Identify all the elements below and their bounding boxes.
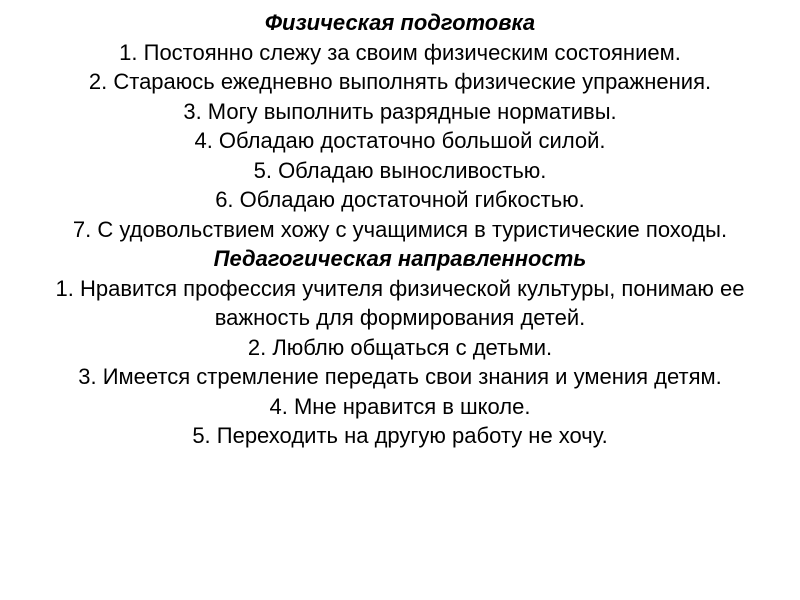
list-item: 5. Обладаю выносливостью.: [253, 157, 547, 183]
list-item: 3. Имеется стремление передать свои знания и умения детям.: [78, 364, 722, 389]
list-item: 7. С удовольствием хожу с учащимися в туристические походы.: [72, 216, 728, 242]
section-title-pedagogical-orientation: Педагогическая направленность: [213, 246, 587, 271]
list-item: 4. Обладаю достаточно большой силой.: [194, 128, 606, 153]
list-item: 5. Переходить на другую работу не хочу.: [192, 423, 608, 448]
list-item: 4. Мне нравится в школе.: [269, 393, 531, 419]
list-item: 6. Обладаю достаточной гибкостью.: [215, 187, 585, 212]
list-item: 2. Люблю общаться с детьми.: [247, 334, 553, 360]
list-item: 2. Стараюсь ежедневно выполнять физические упражнения.: [88, 69, 712, 94]
list-item: 1. Постоянно слежу за своим физическим состоянием.: [119, 39, 681, 65]
list-item: 1. Нравится профессия учителя физической культуры, понимаю ее важность для формирования детей.: [55, 275, 745, 330]
list-item: 3. Могу выполнить разрядные нормативы.: [183, 98, 617, 124]
section-title-physical-training: Физическая подготовка: [264, 10, 536, 35]
